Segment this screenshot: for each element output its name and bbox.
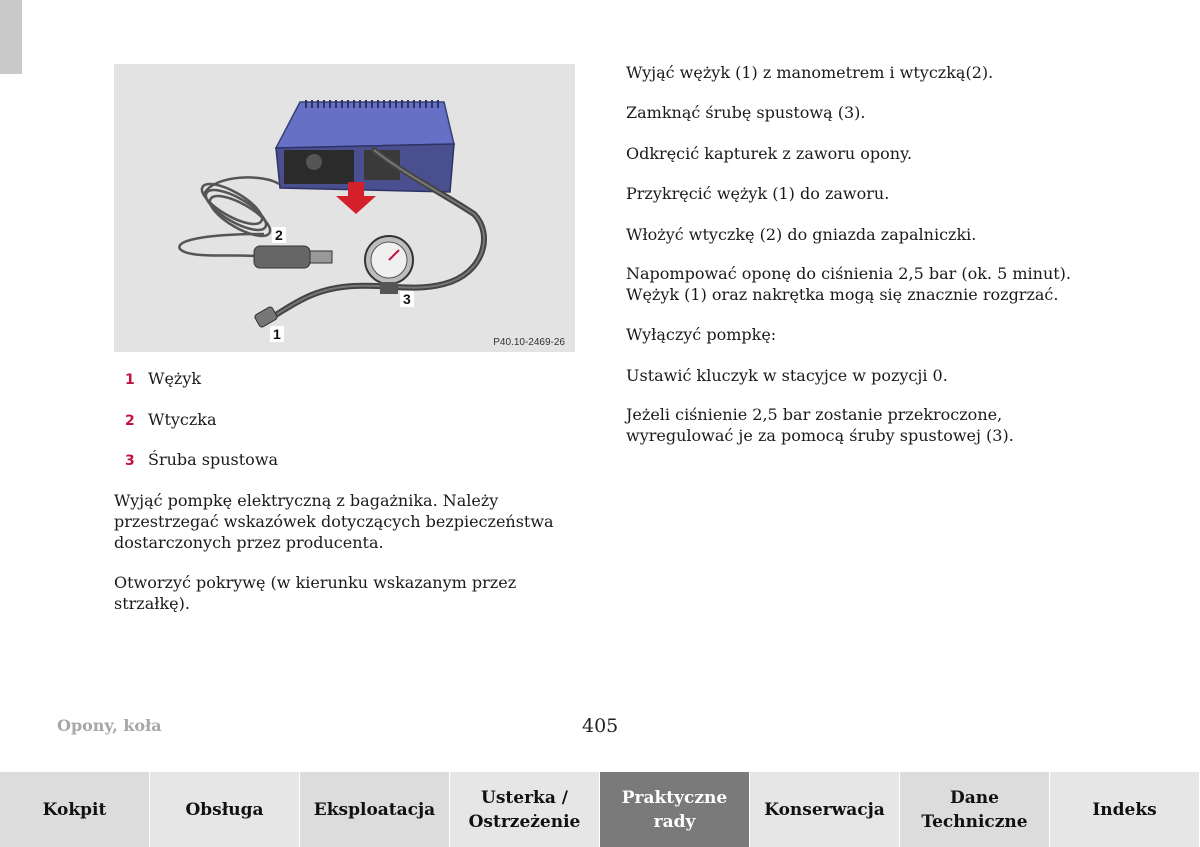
section-label: Opony, koła: [57, 716, 162, 735]
legend-number: 1: [125, 372, 135, 388]
figure-callout-2: 2: [275, 227, 283, 243]
nav-tab-obsluga[interactable]: Obsługa: [150, 772, 300, 847]
legend-number: 3: [125, 453, 135, 469]
compressor-illustration: [114, 64, 575, 352]
instruction-paragraph: Zamknąć śrubę spustową (3).: [626, 103, 866, 122]
figure-callout-3: 3: [403, 291, 411, 307]
instruction-paragraph: Włożyć wtyczkę (2) do gniazda zapalniczki.: [626, 225, 977, 244]
legend-item: [114, 449, 584, 490]
instruction-paragraph: Odkręcić kapturek z zaworu opony.: [626, 144, 913, 163]
instruction-paragraph: Przykręcić wężyk (1) do zaworu.: [626, 184, 890, 203]
nav-tab-usterka[interactable]: Usterka / Ostrzeżenie: [450, 772, 600, 847]
nav-tab-indeks[interactable]: Indeks: [1050, 772, 1200, 847]
instruction-paragraph: Otworzyć pokrywę (w kierunku wskazanym przez strzałkę).: [114, 573, 517, 613]
legend-text: Wężyk: [148, 369, 202, 388]
nav-tab-konserwacja[interactable]: Konserwacja: [750, 772, 900, 847]
corner-tab: [0, 0, 22, 74]
legend-item: [114, 409, 584, 450]
instruction-paragraph: Wyłączyć pompkę:: [626, 325, 777, 344]
instruction-paragraph: Napompować oponę do ciśnienia 2,5 bar (ok. 5 minut).: [626, 264, 1072, 283]
instruction-paragraph: Ustawić kluczyk w stacyjce w pozycji 0.: [626, 366, 948, 385]
warning-paragraph: Wężyk (1) oraz nakrętka mogą się znacznie rozgrzać.: [626, 285, 1059, 304]
figure-code: P40.10-2469-26: [493, 337, 565, 348]
chapter-nav: [0, 772, 1200, 847]
nav-tab-kokpit[interactable]: Kokpit: [0, 772, 150, 847]
nav-tab-dane-techniczne[interactable]: Dane Techniczne: [900, 772, 1050, 847]
instruction-paragraph: Jeżeli ciśnienie 2,5 bar zostanie przekroczone, wyregulować je za pomocą śruby spustowej (3).: [626, 405, 1014, 445]
nav-tab-eksploatacja[interactable]: Eksploatacja: [300, 772, 450, 847]
legend-text: Wtyczka: [148, 409, 217, 429]
nav-tab-praktyczne-rady[interactable]: Praktyczne rady: [600, 772, 750, 847]
instruction-paragraph: Wyjąć wężyk (1) z manometrem i wtyczką(2).: [626, 63, 994, 82]
figure-legend: [114, 368, 584, 490]
instruction-paragraph: Wyjąć pompkę elektryczną z bagażnika. Należy przestrzegać wskazówek dotyczących bezpieczeństwa dostarczonych przez producenta.: [114, 491, 554, 552]
legend-number: 2: [125, 412, 135, 429]
page-number: 405: [582, 715, 619, 737]
compressor-drawing: [114, 64, 575, 352]
legend-text: Śruba spustowa: [148, 450, 279, 469]
legend-item: [114, 368, 584, 409]
figure-callout-1: 1: [273, 326, 281, 342]
